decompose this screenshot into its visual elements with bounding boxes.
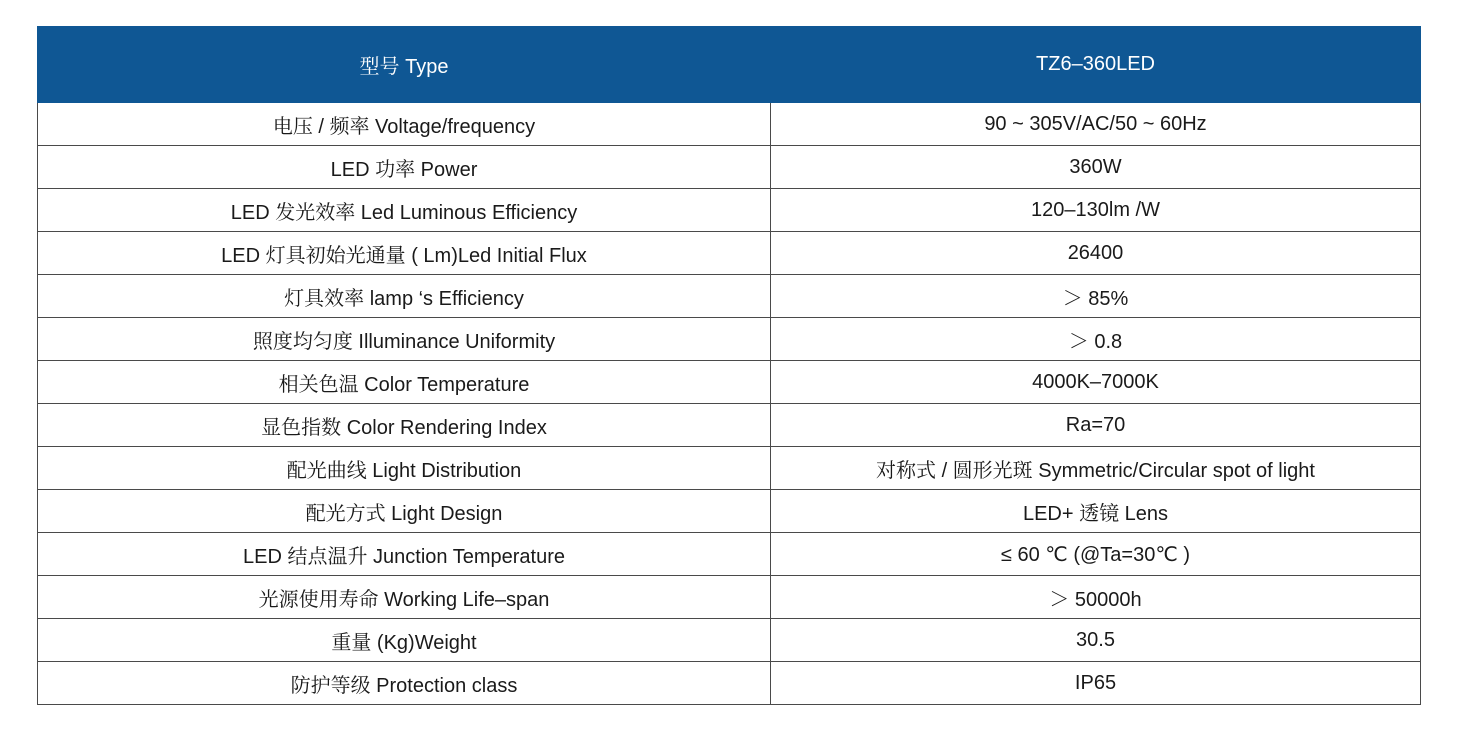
spec-value: 4000K–7000K — [771, 361, 1421, 404]
spec-label: 配光方式 Light Design — [38, 490, 771, 533]
table-row — [38, 490, 1421, 533]
spec-value: ＞ 50000h — [771, 576, 1421, 619]
table-row — [38, 619, 1421, 662]
spec-value: ＞ 0.8 — [771, 318, 1421, 361]
spec-value: 360W — [771, 146, 1421, 189]
spec-label: LED 灯具初始光通量 ( Lm)Led Initial Flux — [38, 232, 771, 275]
table-row — [38, 189, 1421, 232]
table-row — [38, 275, 1421, 318]
table-row — [38, 146, 1421, 189]
table-row — [38, 662, 1421, 705]
spec-value: 90 ~ 305V/AC/50 ~ 60Hz — [771, 103, 1421, 146]
spec-value: 30.5 — [771, 619, 1421, 662]
table-row — [38, 318, 1421, 361]
table-row — [38, 232, 1421, 275]
spec-table — [37, 26, 1421, 705]
table-row — [38, 361, 1421, 404]
spec-table-header — [38, 27, 1421, 103]
spec-value: 26400 — [771, 232, 1421, 275]
spec-label: 防护等级 Protection class — [38, 662, 771, 705]
spec-label: 相关色温 Color Temperature — [38, 361, 771, 404]
spec-label: 照度均匀度 Illuminance Uniformity — [38, 318, 771, 361]
spec-value: 对称式 / 圆形光斑 Symmetric/Circular spot of light — [771, 447, 1421, 490]
spec-value: ＞ 85% — [771, 275, 1421, 318]
header-row — [38, 27, 1421, 103]
table-row — [38, 576, 1421, 619]
spec-label: LED 发光效率 Led Luminous Efficiency — [38, 189, 771, 232]
spec-table-body — [38, 103, 1421, 705]
spec-value: LED+ 透镜 Lens — [771, 490, 1421, 533]
table-row — [38, 533, 1421, 576]
spec-label: LED 功率 Power — [38, 146, 771, 189]
spec-value: 120–130lm /W — [771, 189, 1421, 232]
table-row — [38, 447, 1421, 490]
spec-label: 显色指数 Color Rendering Index — [38, 404, 771, 447]
spec-value: ≤ 60 ℃ (@Ta=30℃ ) — [771, 533, 1421, 576]
table-row — [38, 404, 1421, 447]
spec-value: Ra=70 — [771, 404, 1421, 447]
spec-value: IP65 — [771, 662, 1421, 705]
spec-label: 光源使用寿命 Working Life–span — [38, 576, 771, 619]
spec-label: 电压 / 频率 Voltage/frequency — [38, 103, 771, 146]
spec-label: 灯具效率 lamp ‘s Efficiency — [38, 275, 771, 318]
spec-label: 配光曲线 Light Distribution — [38, 447, 771, 490]
spec-label: LED 结点温升 Junction Temperature — [38, 533, 771, 576]
header-model-name: TZ6–360LED — [771, 27, 1421, 103]
table-row — [38, 103, 1421, 146]
spec-label: 重量 (Kg)Weight — [38, 619, 771, 662]
header-type-label: 型号 Type — [38, 27, 771, 103]
